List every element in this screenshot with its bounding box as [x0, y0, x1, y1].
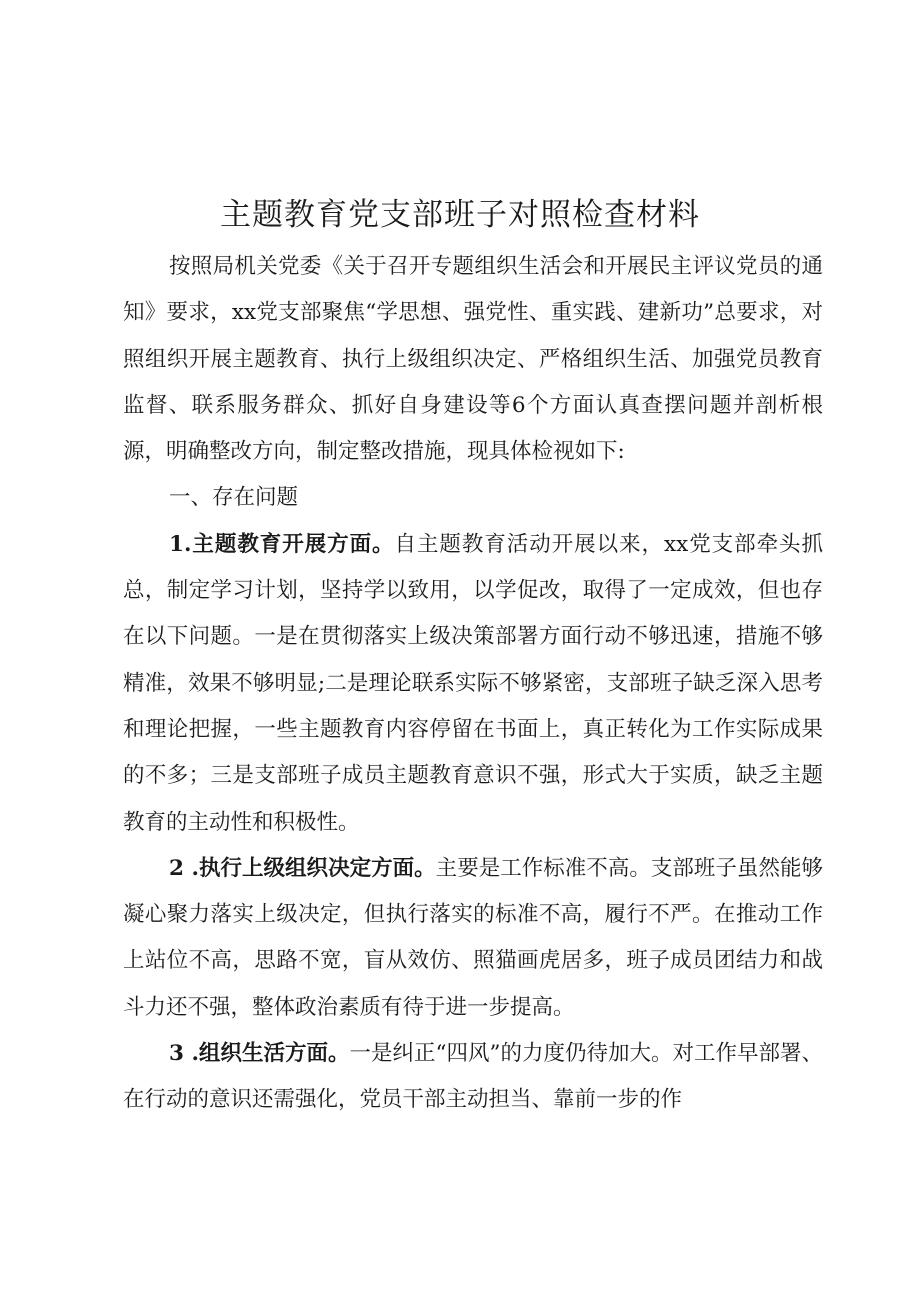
item-heading-2: 2 .执行上级组织决定方面。 — [169, 855, 436, 881]
item-paragraph-2 — [123, 846, 823, 1031]
item-heading-1: 1.主题教育开展方面。 — [169, 531, 395, 557]
item-paragraph-1 — [123, 522, 823, 846]
intro-paragraph: 按照局机关党委《关于召开专题组织生活会和开展民主评议党员的通知》要求，xx党支部聚焦“学思想、强党性、重实践、建新功”总要求，对照组织开展主题教育、执行上级组织决定、严格组织生活、加强党员教育监督、联系服务群众、抓好自身建设等6个方面认真查摆问题并剖析根源，明确整改方向，制定整改措施，现具体检视如下: — [123, 254, 823, 465]
item-heading-3: 3 .组织生活方面。 — [169, 1041, 350, 1067]
section-heading: 一、存在问题 — [169, 485, 299, 511]
document-body — [123, 244, 823, 1124]
item-text-1: 自主题教育活动开展以来，xx党支部牵头抓总，制定学习计划，坚持学以致用，以学促改，取得了一定成效，但也存在以下问题。一是在贯彻落实上级决策部署方面行动不够迅速，措施不够精准，效果不够明显;二是理论联系实际不够紧密，支部班子缺乏深入思考和理论把握，一些主题教育内容停留在书面上，真正转化为工作实际成果的不多；三是支部班子成员主题教育意识不强，形式大于实质，缺乏主题教育的主动性和积极性。 — [123, 531, 823, 835]
item-paragraph-3 — [123, 1031, 823, 1124]
item-text-3: 一是纠正“四风”的力度仍待加大。对工作早部署、在行动的意识还需强化，党员干部主动担当、靠前一步的作 — [123, 1041, 823, 1113]
document-title: 主题教育党支部班子对照检查材料 — [220, 197, 700, 233]
item-text-2: 主要是工作标准不高。支部班子虽然能够凝心聚力落实上级决定，但执行落实的标准不高，履行不严。在推动工作上站位不高，思路不宽，盲从效仿、照猫画虎居多，班子成员团结力和战斗力还不强，整体政治素质有待于进一步提高。 — [123, 855, 823, 1020]
